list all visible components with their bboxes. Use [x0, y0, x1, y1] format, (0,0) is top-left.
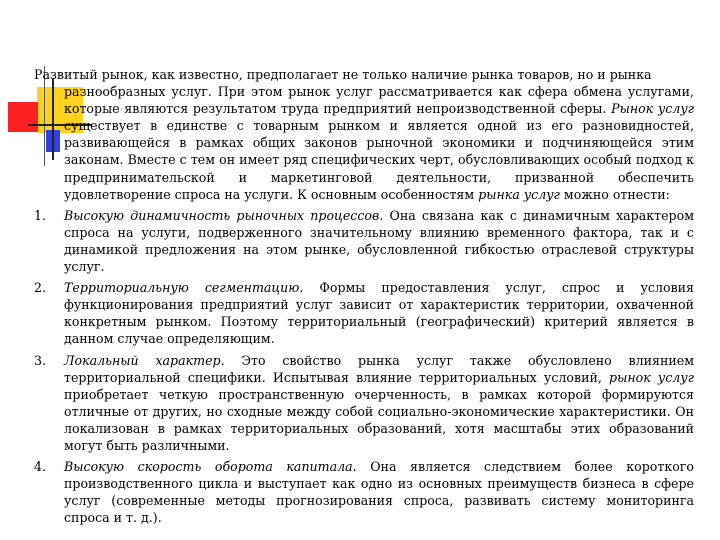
intro-body — [34, 83, 694, 203]
list-item-text — [64, 352, 694, 455]
intro-text-2: существует в единстве с товарным рынком и является одной из его разновидностей, развивающейся в рамках общих законов рыночной экономики и подчиняющейся этим законам. Вместе с тем он имеет ряд специфических черт, обусловливающих особый подход к предпринимательской и маркетинговой деятельности, призванной обеспечить удовлетворение спроса на услуги. К основным особенностям — [64, 118, 694, 202]
list-item-text — [64, 458, 694, 526]
list-item-number: 3. — [34, 352, 47, 368]
list-item-text — [64, 207, 694, 275]
intro-term-market-services-2: рынка услуг — [478, 186, 560, 202]
document-body — [34, 66, 694, 530]
list-item-term: рынок услуг — [609, 369, 694, 385]
list-item-number: 2. — [34, 280, 47, 296]
list-item-title: Локальный характер — [64, 352, 221, 368]
list-item-body: . Она связана как с динамичным характером спроса на услуги, подверженного значительному влиянию временного фактора, так и с динамикой предложения на этом рынке, обусловленной гибкостью отраслевой структуры услуг. — [64, 207, 694, 275]
list-item-text — [64, 279, 694, 347]
list-item-4 — [34, 458, 694, 526]
list-item-body: . Это свойство рынка услуг также обусловлено влиянием территориальной специфики. Испытывая влияние территориальных условий, — [64, 352, 694, 385]
intro-term-market-services: Рынок услуг — [611, 101, 694, 117]
list-item-body: . Она является следствием более короткого производственного цикла и выступает как одно из основных преимуществ бизнеса в сфере услуг (современные методы прогнозирования спроса, развивать систему мониторинга спроса и т. д.). — [64, 459, 694, 526]
list-item-3 — [34, 352, 694, 455]
list-item-title: Высокую динамичность рыночных процессов — [64, 207, 380, 223]
list-item-body-2: приобретает четкую пространственную очерченность, в рамках которой формируются отличные от других, но сходные между собой социально-экономические характеристики. Он локализован в рамках территориальных образований, хотя масштабы этих образований могут быть различными. — [64, 386, 694, 453]
list-item-1 — [34, 207, 694, 275]
list-item-body: Формы предоставления услуг, спрос и условия функционирования предприятий услуг зависит от характеристик территории, охваченной конкретным рынком. Поэтому территориальный (географический) критерий является в данном случае определяющим. — [64, 280, 694, 347]
intro-text-3: можно отнести: — [559, 186, 670, 202]
list-item-number: 1. — [34, 207, 47, 223]
list-item-number: 4. — [34, 459, 47, 475]
list-item-title: Территориальную сегментацию. — [64, 280, 304, 296]
intro-lead-line: Развитый рынок, как известно, предполагает не только наличие рынка товаров, но и рынка — [34, 67, 652, 82]
intro-text-1: разнообразных услуг. При этом рынок услуг рассматривается как сфера обмена услугами, которые являются результатом труда предприятий непроизводственной сферы. — [64, 84, 694, 117]
intro-paragraph — [34, 66, 694, 203]
list-item-title: Высокую скорость оборота капитала — [64, 459, 353, 475]
list-item-2 — [34, 279, 694, 347]
